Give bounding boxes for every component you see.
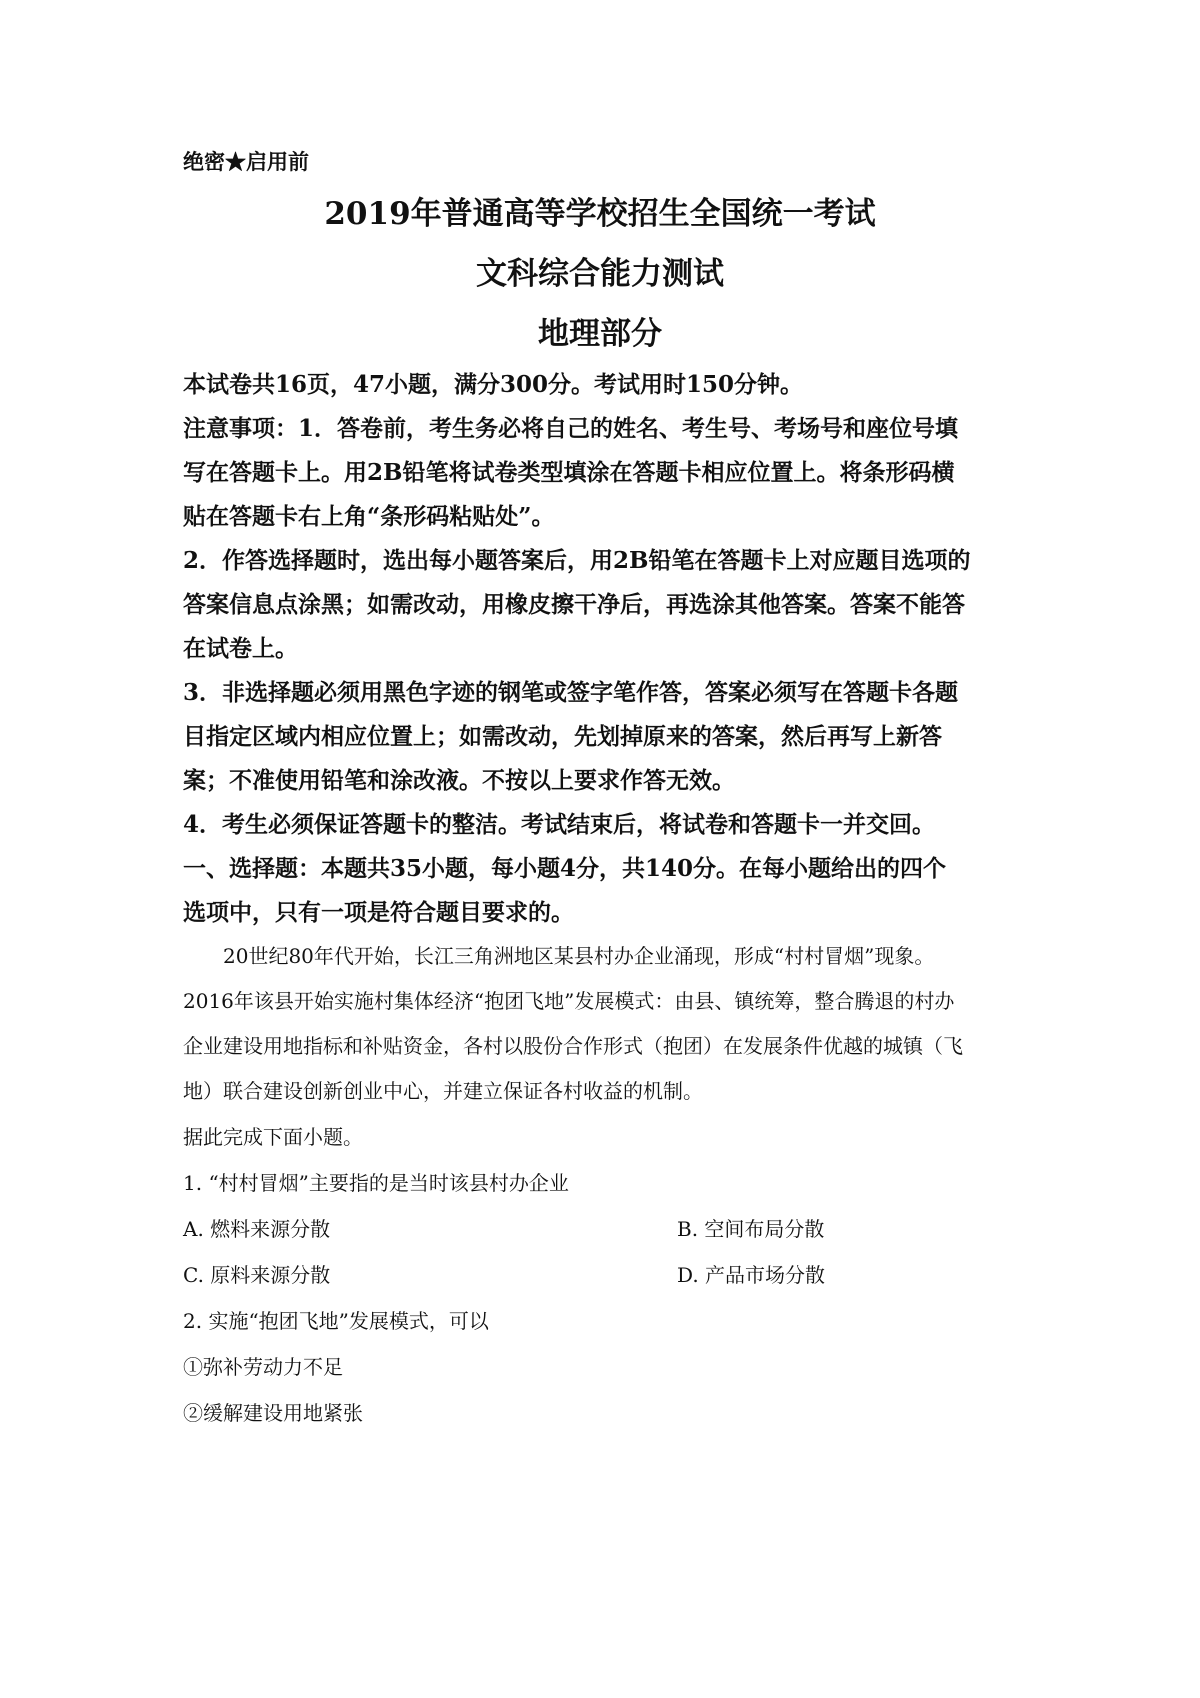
exam-summary: 本试卷共16页，47小题，满分300分。考试用时150分钟。 [183, 371, 804, 398]
note-1-line-1: 注意事项：1．答卷前，考生务必将自己的姓名、考生号、考场号和座位号填 [183, 415, 959, 442]
note-3-line-2: 目指定区域内相应位置上；如需改动，先划掉原来的答案，然后再写上新答 [183, 723, 942, 750]
note-2-line-1: 2．作答选择题时，选出每小题答案后，用2B铅笔在答题卡上对应题目选项的 [183, 547, 971, 574]
note-2-line-3: 在试卷上。 [183, 635, 298, 662]
question-2-stem: 2. 实施“抱团飞地”发展模式，可以 [183, 1309, 489, 1333]
question-1-option-a: A. 燃料来源分散 [183, 1217, 331, 1241]
note-1-line-3: 贴在答题卡右上角“条形码粘贴处”。 [183, 503, 555, 530]
passage-prompt: 据此完成下面小题。 [183, 1125, 363, 1149]
question-1-option-b: B. 空间布局分散 [677, 1217, 825, 1241]
section-title: 地理部分 [538, 316, 662, 352]
passage-line-4: 地）联合建设创新创业中心，并建立保证各村收益的机制。 [183, 1079, 703, 1103]
note-3-line-3: 案；不准使用铅笔和涂改液。不按以上要求作答无效。 [183, 767, 735, 794]
exam-title: 2019年普通高等学校招生全国统一考试 [324, 196, 876, 232]
question-1-option-d: D. 产品市场分散 [677, 1263, 826, 1287]
passage-line-1: 20世纪80年代开始，长江三角洲地区某县村办企业涌现，形成“村村冒烟”现象。 [223, 944, 935, 968]
part-one-heading-line-1: 一、选择题：本题共35小题，每小题4分，共140分。在每小题给出的四个 [183, 855, 947, 882]
passage-line-3: 企业建设用地指标和补贴资金，各村以股份合作形式（抱团）在发展条件优越的城镇（飞 [183, 1034, 963, 1058]
part-one-heading-line-2: 选项中，只有一项是符合题目要求的。 [183, 899, 574, 926]
secret-mark: 绝密★启用前 [183, 149, 309, 174]
note-2-line-2: 答案信息点涂黑；如需改动，用橡皮擦干净后，再选涂其他答案。答案不能答 [183, 591, 965, 618]
exam-subtitle: 文科综合能力测试 [476, 256, 724, 292]
note-3-line-1: 3．非选择题必须用黑色字迹的钢笔或签字笔作答，答案必须写在答题卡各题 [183, 679, 959, 706]
question-1-option-c: C. 原料来源分散 [183, 1263, 331, 1287]
note-4: 4．考生必须保证答题卡的整洁。考试结束后，将试卷和答题卡一并交回。 [183, 811, 936, 838]
question-2-item-1: ①弥补劳动力不足 [183, 1355, 343, 1379]
question-2-item-2: ②缓解建设用地紧张 [183, 1401, 363, 1425]
note-1-line-2: 写在答题卡上。用2B铅笔将试卷类型填涂在答题卡相应位置上。将条形码横 [183, 459, 955, 486]
question-1-stem: 1. “村村冒烟”主要指的是当时该县村办企业 [183, 1171, 569, 1195]
passage-line-2: 2016年该县开始实施村集体经济“抱团飞地”发展模式：由县、镇统筹，整合腾退的村办 [183, 989, 955, 1013]
